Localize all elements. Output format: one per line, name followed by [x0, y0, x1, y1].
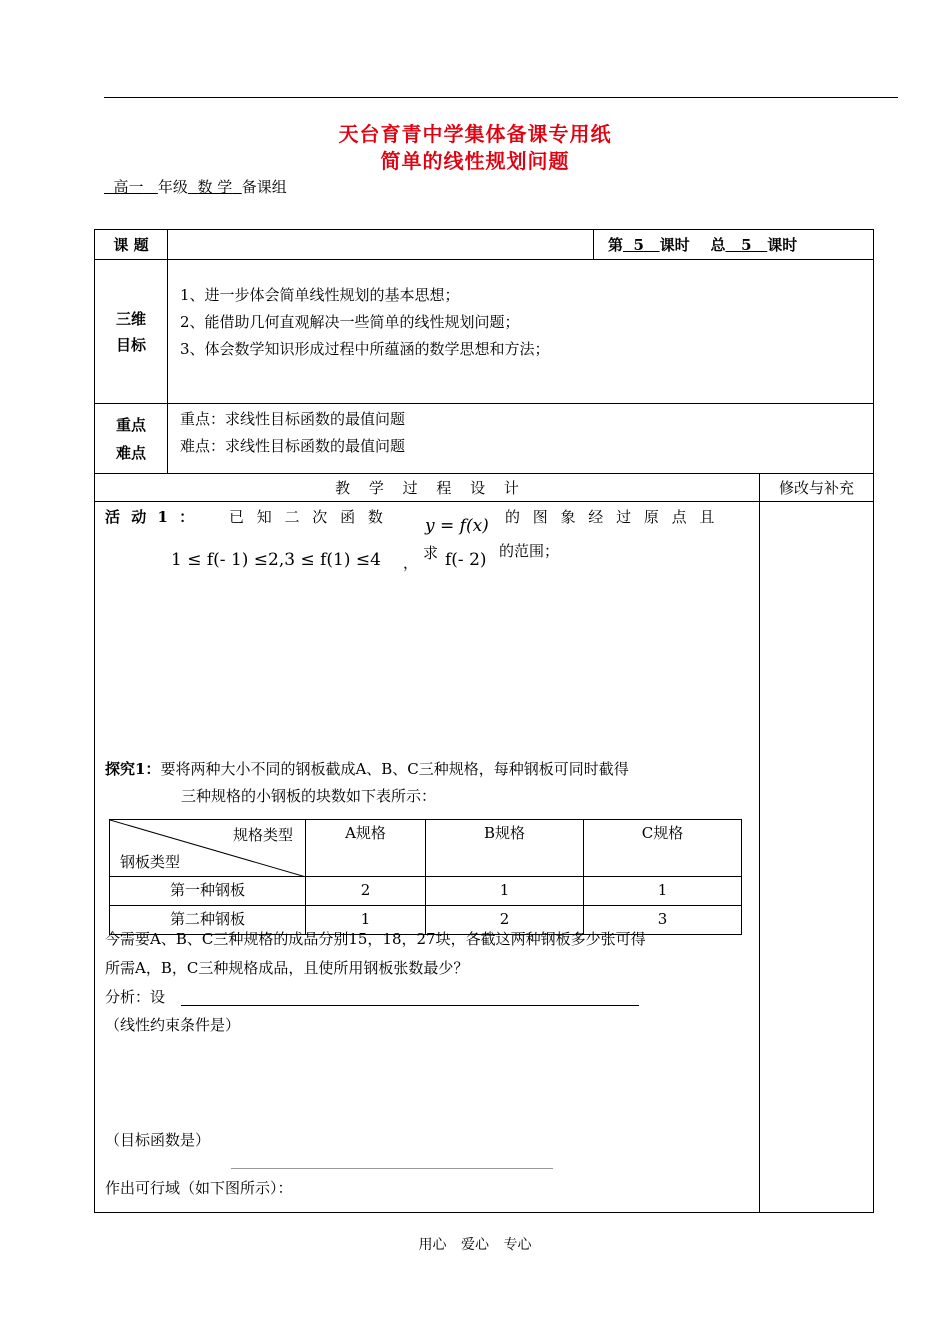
- header-rule: [104, 97, 898, 98]
- goal-item: 1、进一步体会简单线性规划的基本思想；: [180, 286, 460, 304]
- focus-label: 重点 难点: [95, 404, 168, 474]
- lesson-title: 简单的线性规划问题: [380, 149, 570, 173]
- lesson-plan-table: [94, 229, 874, 1213]
- footer: 用心 爱心 专心: [418, 1237, 532, 1253]
- question-line2: 所需A，B，C三种规格成品，且使所用钢板张数最少？: [105, 959, 469, 977]
- function-expr: y = f(x): [425, 516, 489, 536]
- table-cell: 2: [426, 906, 584, 935]
- goal-item: 3、体会数学知识形成过程中所蕴涵的数学思想和方法；: [180, 340, 550, 358]
- column-header: B规格: [426, 820, 584, 877]
- group-label: 备课组: [241, 178, 287, 196]
- question-line1: 今需要A、B、C三种规格的成品分别15，18，27块，各截这两种钢板多少张可得: [105, 930, 646, 948]
- table-cell: 1: [584, 877, 742, 906]
- table-cell: 1: [306, 906, 426, 935]
- lesson-count: 第 5 课时 总 5 课时: [594, 230, 874, 260]
- process-row: [95, 502, 874, 1213]
- revise-cell: [760, 502, 874, 1213]
- column-header: C规格: [584, 820, 742, 877]
- row-name: 第二种钢板: [110, 906, 306, 935]
- goals-label: 三维 目标: [95, 260, 168, 404]
- activity-intro: 已 知 二 次 函 数: [229, 508, 383, 526]
- goals-row: [95, 260, 874, 404]
- objective-blank: [231, 1168, 553, 1169]
- constraints-label: （线性约束条件是）: [105, 1016, 241, 1034]
- column-header: A规格: [306, 820, 426, 877]
- ask-target: f(- 2): [445, 550, 487, 570]
- spec-header-row: [110, 820, 742, 877]
- ask-suffix: 的范围；: [499, 542, 560, 560]
- school-title: 天台育青中学集体备课专用纸: [338, 122, 612, 146]
- focus-content: [168, 404, 874, 474]
- activity-after-func: 的 图 象 经 过 原 点 且: [505, 508, 715, 526]
- goals-list: [168, 260, 874, 404]
- topic-row: [95, 230, 874, 260]
- goal-item: 2、能借助几何直观解决一些简单的线性规划问题；: [180, 313, 520, 331]
- table-cell: 1: [426, 877, 584, 906]
- ask-word: 求: [423, 544, 439, 562]
- corner-cell: [110, 820, 306, 877]
- design-header-row: [95, 474, 874, 502]
- feasible-label: 作出可行域（如下图所示）：: [105, 1179, 293, 1197]
- row-name: 第一种钢板: [110, 877, 306, 906]
- table-row: [110, 877, 742, 906]
- steel-spec-table: [109, 819, 742, 935]
- comma: ，: [403, 554, 419, 572]
- difficulty: 难点：求线性目标函数的最值问题: [180, 437, 406, 455]
- revise-header: 修改与补充: [760, 474, 874, 502]
- analysis-blank: [181, 1005, 639, 1006]
- table-cell: 3: [584, 906, 742, 935]
- corner-bottom: 钢板类型: [120, 853, 181, 871]
- condition-expr: 1 ≤ f(- 1) ≤2,3 ≤ f(1) ≤4: [171, 550, 381, 570]
- explore-line2: 三种规格的小钢板的块数如下表所示：: [181, 787, 437, 805]
- subject-value: 数 学: [197, 178, 233, 196]
- analysis-label: 分析：设: [105, 988, 166, 1006]
- grade-label: 年级: [157, 178, 188, 196]
- key-point: 重点：求线性目标函数的最值问题: [180, 410, 406, 428]
- activity-label: 活 动 1 ：: [105, 508, 195, 526]
- corner-top: 规格类型: [232, 826, 293, 844]
- explore-line1: 探究1：要将两种大小不同的钢板截成A、B、C三种规格，每种钢板可同时截得: [105, 760, 629, 778]
- process-cell: [95, 502, 760, 1213]
- topic-label: 课 题: [95, 230, 168, 260]
- table-cell: 2: [306, 877, 426, 906]
- topic-value: [168, 230, 594, 260]
- grade-line: [104, 176, 287, 197]
- design-header: 教 学 过 程 设 计: [95, 474, 760, 502]
- objective-label: （目标函数是）: [105, 1131, 211, 1149]
- grade-value: 高一: [113, 178, 144, 196]
- focus-row: [95, 404, 874, 474]
- process-content: [95, 502, 759, 1212]
